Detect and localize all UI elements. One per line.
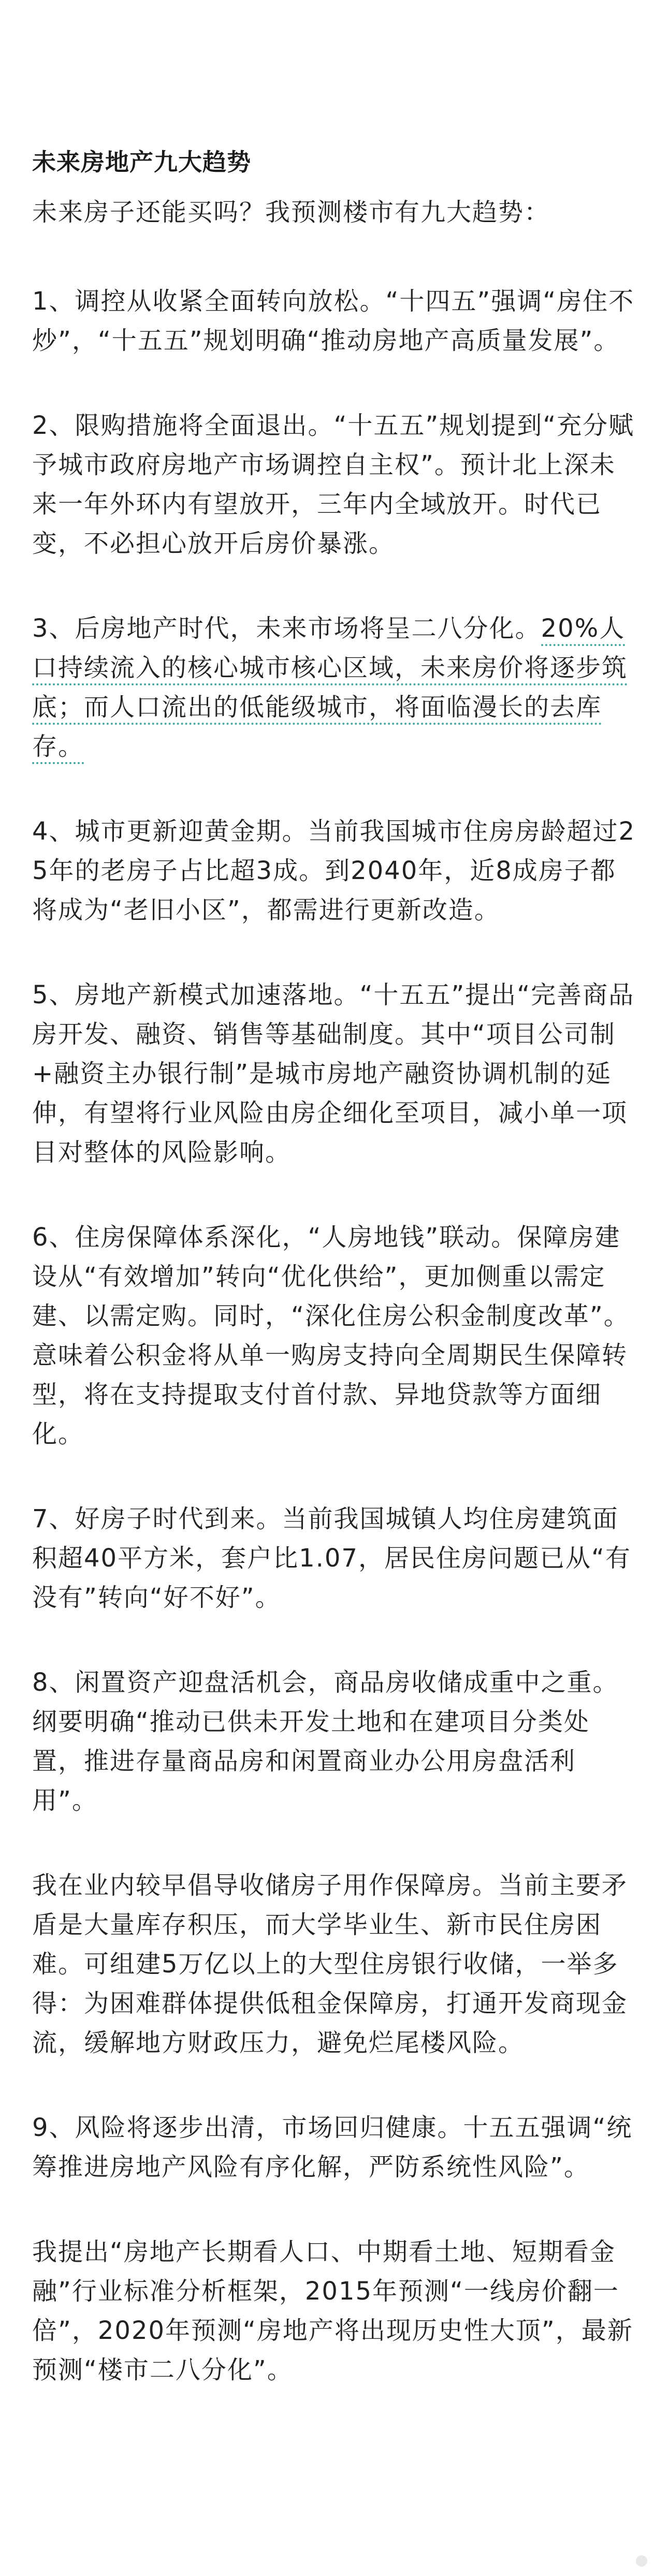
author-statement-paragraph: 我提出“房地产长期看人口、中期看土地、短期看金融”行业标准分析框架，2015年预测“一线房价翻一倍”，2020年预测“房地产将出现历史性大顶”，最新预测“楼市二八分化”。	[32, 2237, 633, 2384]
trend-3-lead: 3、后房地产时代，未来市场将呈二八分化。	[32, 614, 541, 643]
commentary-paragraph: 我在业内较早倡导收储房子用作保障房。当前主要矛盾是大量库存积压，而大学毕业生、新市民住房困难。可组建5万亿以上的大型住房银行收储，一举多得：为困难群体提供低租金保障房，打通开发商现金流，缓解地方财政压力，避免烂尾楼风险。	[32, 1871, 628, 2057]
trend-2-paragraph: 2、限购措施将全面退出。“十五五”规划提到“充分赋予城市政府房地产市场调控自主权”。预计北上深未来一年外环内有望放开，三年内全域放开。时代已变，不必担心放开后房价暴涨。	[32, 411, 635, 558]
article-intro: 未来房子还能买吗？我预测楼市有九大趋势：	[32, 198, 550, 227]
trend-9-paragraph: 9、风险将逐步出清，市场回归健康。十五五强调“统筹推进房地产风险有序化解，严防系统性风险”。	[32, 2113, 633, 2182]
article-title: 未来房地产九大趋势	[32, 148, 251, 176]
watermark-logo-icon	[636, 2555, 647, 2567]
trend-4-paragraph: 4、城市更新迎黄金期。当前我国城市住房房龄超过25年的老房子占比超3成。到2040年，近8成房子都将成为“老旧小区”，都需进行更新改造。	[32, 817, 636, 925]
watermark	[636, 2555, 647, 2567]
trend-6-paragraph: 6、住房保障体系深化，“人房地钱”联动。保障房建设从“有效增加”转向“优化供给”，更加侧重以需定建、以需定购。同时，“深化住房公积金制度改革”。意味着公积金将从单一购房支持向全周期民生保障转型，将在支持提取支付首付款、异地贷款等方面细化。	[32, 1223, 630, 1448]
trend-3-paragraph	[32, 609, 636, 766]
trend-8-paragraph: 8、闲置资产迎盘活机会，商品房收储成重中之重。纲要明确“推动已供未开发土地和在建项目分类处置，推进存量商品房和闲置商业办公用房盘活利用”。	[32, 1668, 619, 1815]
trend-5-paragraph: 5、房地产新模式加速落地。“十五五”提出“完善商品房开发、融资、销售等基础制度。其中“项目公司制+融资主办银行制”是城市房地产融资协调机制的延伸，有望将行业风险由房企细化至项目，减小单一项目对整体的风险影响。	[32, 980, 635, 1167]
highlighted-text[interactable]: 20%人口持续流入的核心城市核心区域，未来房价将逐步筑底；而人口流出的低能级城市，将面临漫长的去库存。	[32, 614, 628, 764]
trend-7-paragraph: 7、好房子时代到来。当前我国城镇人均住房建筑面积超40平方米，套户比1.07，居民住房问题已从“有没有”转向“好不好”。	[32, 1504, 631, 1612]
article	[32, 145, 636, 2435]
trend-1-paragraph: 1、调控从收紧全面转向放松。“十四五”强调“房住不炒”，“十五五”规划明确“推动房地产高质量发展”。	[32, 287, 635, 355]
